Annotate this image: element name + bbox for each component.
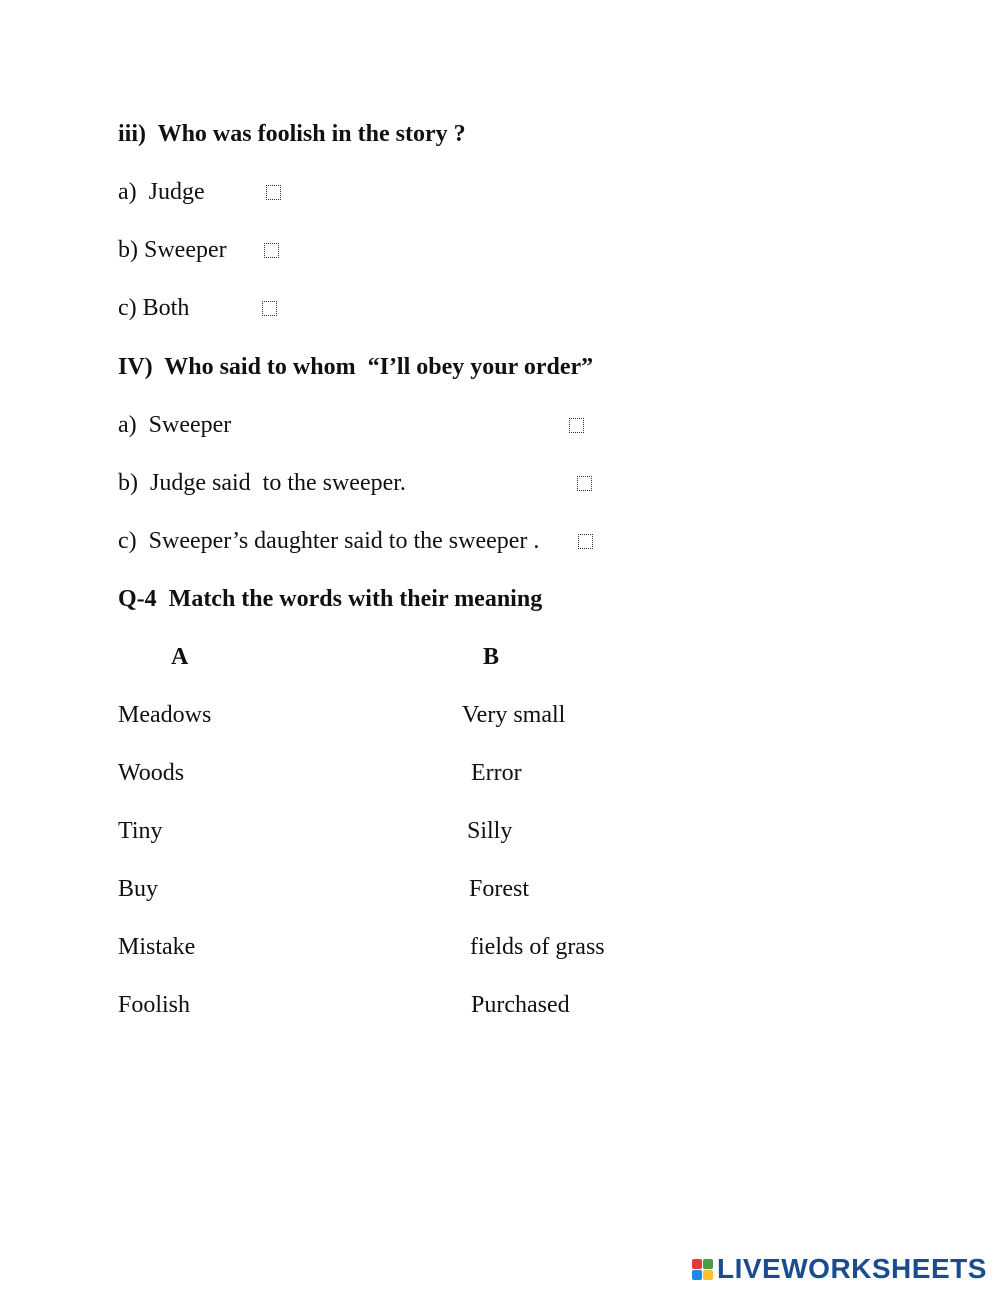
column-b-header: B: [483, 644, 500, 670]
logo-block: [703, 1259, 713, 1269]
q4-option-a-checkbox[interactable]: [569, 418, 584, 433]
q4-option-b: b) Judge said to the sweeper.: [118, 470, 406, 496]
q3-option-b: b) Sweeper: [118, 237, 227, 263]
match-meaning: Purchased: [471, 992, 570, 1018]
match-word: Meadows: [118, 702, 212, 728]
q3-option-c-checkbox[interactable]: [262, 301, 277, 316]
match-meaning: Very small: [462, 702, 566, 728]
q3-option-a-checkbox[interactable]: [266, 185, 281, 200]
logo-blocks-icon: [692, 1259, 713, 1280]
question-iii: iii) Who was foolish in the story ?: [118, 121, 466, 147]
q3-option-b-checkbox[interactable]: [264, 243, 279, 258]
match-title: Q-4 Match the words with their meaning: [118, 586, 543, 612]
q4-option-b-checkbox[interactable]: [577, 476, 592, 491]
match-meaning: fields of grass: [470, 934, 605, 960]
logo-text: LIVEWORKSHEETS: [717, 1253, 987, 1284]
match-meaning: Error: [471, 760, 522, 786]
q3-option-c: c) Both: [118, 295, 190, 321]
q3-option-a: a) Judge: [118, 179, 205, 205]
match-meaning: Silly: [467, 818, 513, 844]
column-a-header: A: [171, 644, 189, 670]
question-iv: IV) Who said to whom “I’ll obey your order”: [118, 354, 594, 380]
match-meaning: Forest: [469, 876, 529, 902]
match-word: Tiny: [118, 818, 163, 844]
logo-block: [692, 1259, 702, 1269]
match-word: Buy: [118, 876, 159, 902]
match-word: Mistake: [118, 934, 196, 960]
liveworksheets-logo: [692, 1252, 987, 1286]
q4-option-a: a) Sweeper: [118, 412, 232, 438]
logo-block: [692, 1270, 702, 1280]
match-word: Foolish: [118, 992, 191, 1018]
match-word: Woods: [118, 760, 185, 786]
q4-option-c-checkbox[interactable]: [578, 534, 593, 549]
logo-block: [703, 1270, 713, 1280]
q4-option-c: c) Sweeper’s daughter said to the sweeper .: [118, 528, 540, 554]
